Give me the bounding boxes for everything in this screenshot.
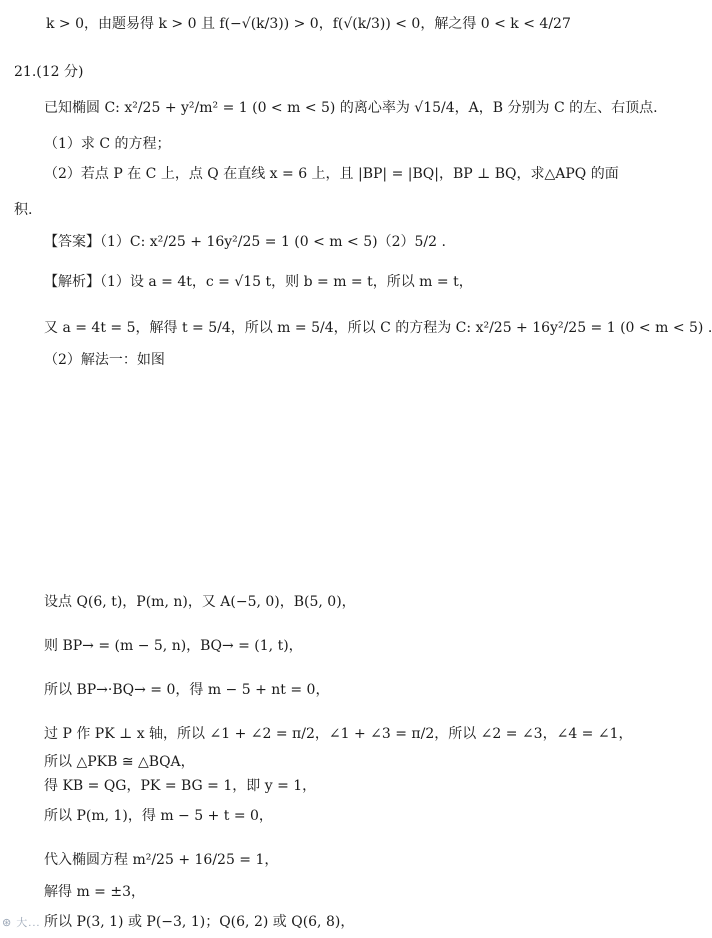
analysis-line-11: 解得 m = ±3， [44,884,145,900]
analysis-line-3: 设点 Q(6, t)，P(m, n)，又 A(−5, 0)，B(5, 0)， [44,594,356,610]
problem-number: 21.(12 分) [14,64,84,80]
analysis-line-10: 代入椭圆方程 m²/25 + 16/25 = 1， [44,852,279,868]
analysis-line-7: 所以 △PKB ≅ △BQA， [44,754,195,770]
analysis-line-9: 所以 P(m, 1)，得 m − 5 + t = 0， [44,808,273,824]
analysis-line-2: 又 a = 4t = 5，解得 t = 5/4，所以 m = 5/4，所以 C 的方程为 C: x²/25 + 16y²/25 = 1 (0 < m < 5) . [44,320,712,336]
problem-statement: 已知椭圆 C: x²/25 + y²/m² = 1 (0 < m < 5) 的离心率为 √15/4，A，B 分别为 C 的左、右顶点. [44,100,658,116]
text-line-1: k > 0，由题易得 k > 0 且 f(−√(k/3)) > 0，f(√(k/3)) < 0，解之得 0 < k < 4/27 [46,16,571,32]
analysis-line-6: 过 P 作 PK ⊥ x 轴，所以 ∠1 + ∠2 = π/2，∠1 + ∠3 = π/2，所以 ∠2 = ∠3，∠4 = ∠1， [44,726,633,742]
analysis-line-5: 所以 BP→·BQ→ = 0，得 m − 5 + nt = 0， [44,682,330,698]
question-1: （1）求 C 的方程； [44,136,171,152]
watermark-logo: ⊛ 大... [2,917,41,929]
analysis-line-1: 【解析】（1）设 a = 4t，c = √15 t，则 b = m = t，所以 m = t， [44,274,473,290]
answer-line: 【答案】（1）C: x²/25 + 16y²/25 = 1 (0 < m < 5)（2）5/2 . [44,234,446,250]
question-2: （2）若点 P 在 C 上，点 Q 在直线 x = 6 上，且 |BP| = |BQ|，BP ⊥ BQ，求△APQ 的面 [44,166,619,182]
analysis-method: （2）解法一：如图 [44,352,165,368]
analysis-line-4: 则 BP→ = (m − 5, n)，BQ→ = (1, t)， [44,638,303,654]
analysis-line-12: 所以 P(3, 1) 或 P(−3, 1)；Q(6, 2) 或 Q(6, 8)， [44,914,355,930]
analysis-line-8: 得 KB = QG，PK = BG = 1，即 y = 1， [44,778,317,794]
question-2-cont: 积. [14,202,33,218]
figure-placeholder [40,372,600,582]
